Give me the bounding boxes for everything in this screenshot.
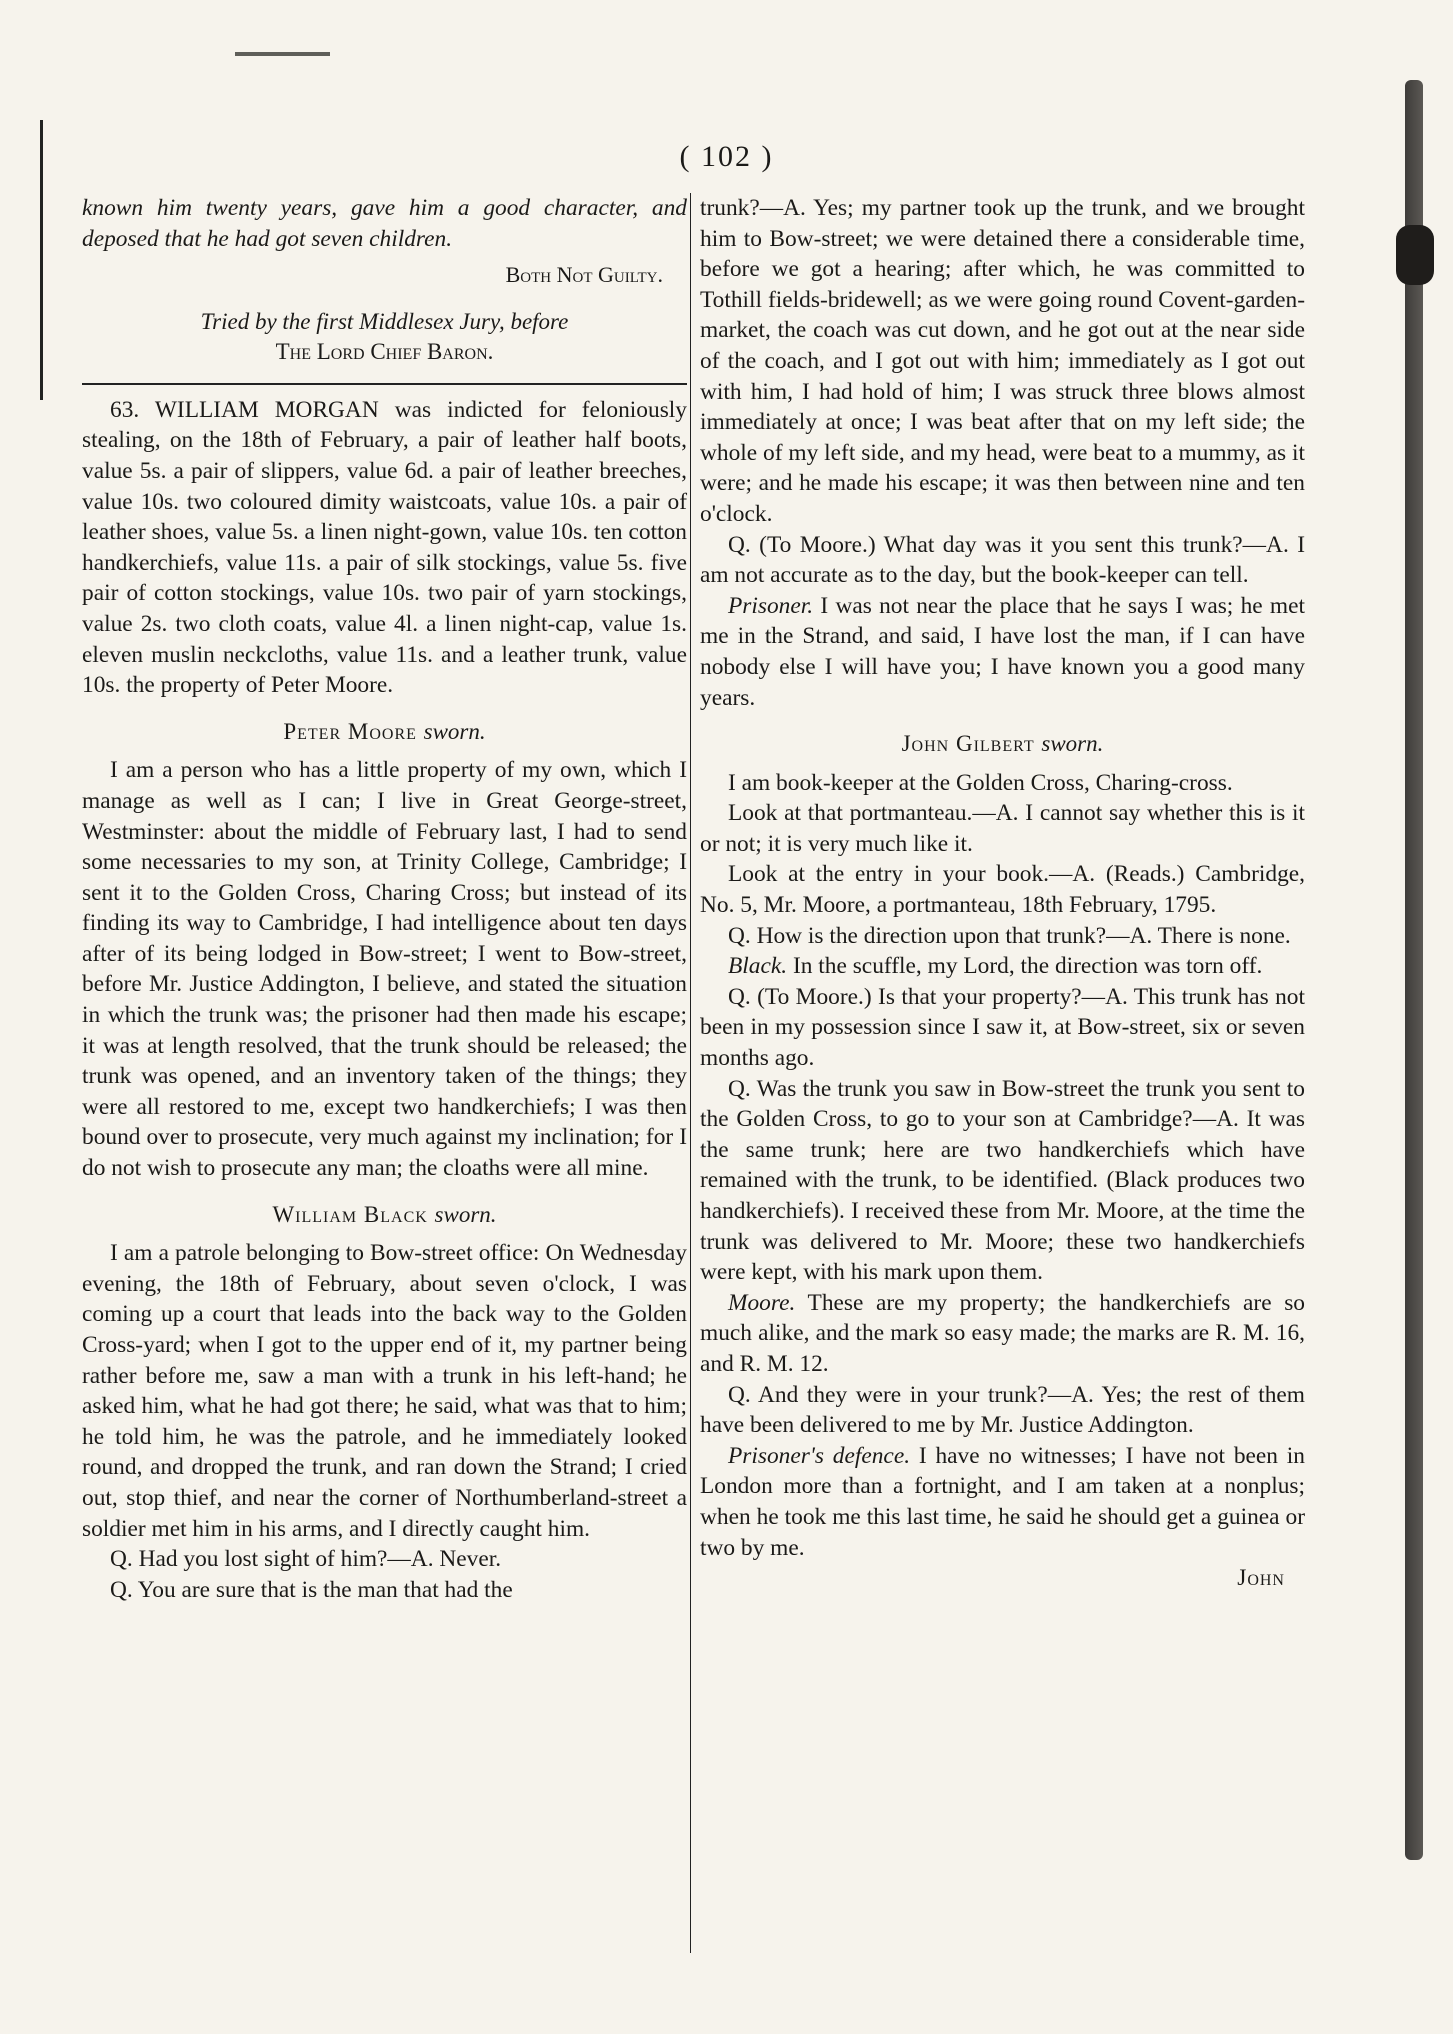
page-number: ( 102 ) (679, 140, 774, 173)
question-answer: Q. You are sure that is the man that had the (110, 1576, 513, 1603)
tried-line-2: The Lord Chief Baron. (275, 338, 494, 364)
witness-heading-black (82, 1200, 687, 1231)
question-answer: Look at the entry in your book.—A. (Reads.) Cambridge, No. 5, Mr. Moore, a portmanteau, 18th February, 1795. (700, 861, 1305, 919)
sworn-label: sworn. (1041, 731, 1104, 757)
moore-statement (700, 1288, 1305, 1380)
witness-heading-moore (82, 717, 687, 748)
intro-text: known him twenty years, gave him a good character, and deposed that he had got seven children. (82, 195, 687, 252)
question-answer: Q. (To Moore.) What day was it you sent this trunk?—A. I am not accurate as to the day, but the book-keeper can tell. (700, 531, 1305, 589)
continued-testimony: trunk?—A. Yes; my partner took up the trunk, and we brought him to Bow-street; we were detained there a considerable time, before we got a hearing; after which, he was committed to Tothill fields-bridewell; as we were going round Covent-garden-market, the coach was cut down, and he got out at the near side of the coach, and I got out with him; immediately as I got out with him, I had hold of him; I was struck three blows almost immediately at once; I was beat after that on my left side; the whole of my left side, and my head, were beat to a mummy, as it were; and he made his escape; it was then between nine and ten o'clock. (700, 195, 1305, 527)
left-column (82, 193, 687, 1993)
prisoner-statement (700, 591, 1305, 713)
catchword: John (1237, 1565, 1285, 1592)
question-answer: Look at that portmanteau.—A. I cannot say whether this is it or not; it is very much like it. (700, 800, 1305, 857)
witness-name: Peter Moore (283, 718, 417, 744)
black-statement (700, 951, 1305, 982)
statement-text: I was not near the place that he says I was; he met me in the Strand, and said, I have lost the man, if I can have nobody else I will have you; I have known you a good many years. (700, 592, 1305, 711)
right-column (700, 193, 1305, 1993)
ink-blot-spot (1396, 225, 1434, 285)
speaker-label: Prisoner's defence. (728, 1442, 911, 1469)
sworn-label: sworn. (423, 718, 486, 744)
moore-testimony: I am a person who has a little property of my own, which I manage as well as I can; I live in Great George-street, Westminster: about the middle of February last, I had to send some necessaries to my son, at Trinity College, Cambridge; I sent it to the Golden Cross, Charing Cross; but instead of its finding its way to Cambridge, I had intelligence about ten days after of its being lodged in Bow-street; I went to Bow-street, before Mr. Justice Addington, I believe, and stated the situation in which the trunk was; the prisoner had then made his escape; it was at length resolved, that the trunk should be released; the trunk was opened, and an inventory taken of the things; they were all restored to me, except two handkerchiefs; I was then bound over to prosecute, very much against my inclination; for I do not wish to prosecute any man; the cloaths were all mine. (82, 757, 687, 1182)
column-divider (690, 193, 691, 1953)
question-answer: Q. (To Moore.) Is that your property?—A. This trunk has not been in my possession since I saw it, at Bow-street, six or seven months ago. (700, 983, 1305, 1072)
speaker-label: Black. (728, 953, 788, 980)
black-testimony: I am a patrole belonging to Bow-street office: On Wednesday evening, the 18th of February, about seven o'clock, I was coming up a court that leads into the back way to the Golden Cross-yard; when I got to the upper end of it, my partner being rather before me, saw a man with a trunk in his left-hand; he asked him, what he had got there; he said, what was that to him; he told him, he was the patrole, and he immediately looked round, and dropped the trunk, and ran down the Strand; I cried out, stop thief, and near the corner of Northumberland-street a soldier met him in his arms, and I directly caught him. (82, 1240, 687, 1542)
question-answer: Q. Was the trunk you saw in Bow-street the trunk you sent to the Golden Cross, to go to your son at Cambridge?—A. It was the same trunk; here are two handkerchiefs which have remained with the trunk, to be identified. (Black produces two handkerchiefs). I received these from Mr. Moore, at the time the trunk was delivered to Mr. Moore; these two handkerchiefs were kept, with his mark upon them. (700, 1075, 1305, 1286)
speaker-label: Moore. (728, 1289, 796, 1316)
speaker-label: Prisoner. (728, 592, 814, 619)
verdict-text: Both Not Guilty. (505, 262, 663, 288)
prisoner-defence (700, 1441, 1305, 1563)
gilbert-testimony: I am book-keeper at the Golden Cross, Charing-cross. (728, 769, 1233, 796)
statement-text: I have no witnesses; I have not been in London more than a fortnight, and I am taken at a nonplus; when he took me this last time, he said he should get a guinea or two by me. (700, 1442, 1305, 1561)
witness-name: John Gilbert (901, 731, 1035, 757)
tried-line-1: Tried by the first Middlesex Jury, before (200, 308, 569, 334)
verdict (82, 260, 663, 291)
ink-smudge (235, 52, 330, 56)
tried-by (82, 307, 687, 367)
sworn-label: sworn. (434, 1201, 497, 1227)
witness-heading-gilbert (700, 729, 1305, 760)
section-rule (82, 383, 687, 385)
ink-blot (1405, 80, 1423, 1860)
question-answer: Q. How is the direction upon that trunk?—A. There is none. (728, 922, 1291, 949)
witness-name: William Black (272, 1201, 428, 1227)
question-answer: Q. Had you lost sight of him?—A. Never. (110, 1546, 502, 1573)
statement-text: These are my property; the handkerchiefs are so much alike, and the mark so easy made; the marks are R. M. 16, and R. M. 12. (700, 1289, 1305, 1377)
indictment-text: 63. WILLIAM MORGAN was indicted for feloniously stealing, on the 18th of February, a pair of leather half boots, value 5s. a pair of slippers, value 6d. a pair of leather breeches, value 10s. two coloured dimity waistcoats, value 10s. a pair of leather shoes, value 5s. a linen night-gown, value 10s. ten cotton handkerchiefs, value 11s. a pair of silk stockings, value 5s. five pair of cotton stockings, value 10s. two pair of yarn stockings, value 2s. two cloth coats, value 4l. a linen night-cap, value 1s. eleven muslin neckcloths, value 11s. and a leather trunk, value 10s. the property of Peter Moore. (82, 396, 687, 699)
question-answer: Q. And they were in your trunk?—A. Yes; the rest of them have been delivered to me by Mr. Justice Addington. (700, 1381, 1305, 1439)
statement-text: In the scuffle, my Lord, the direction was torn off. (792, 953, 1263, 980)
